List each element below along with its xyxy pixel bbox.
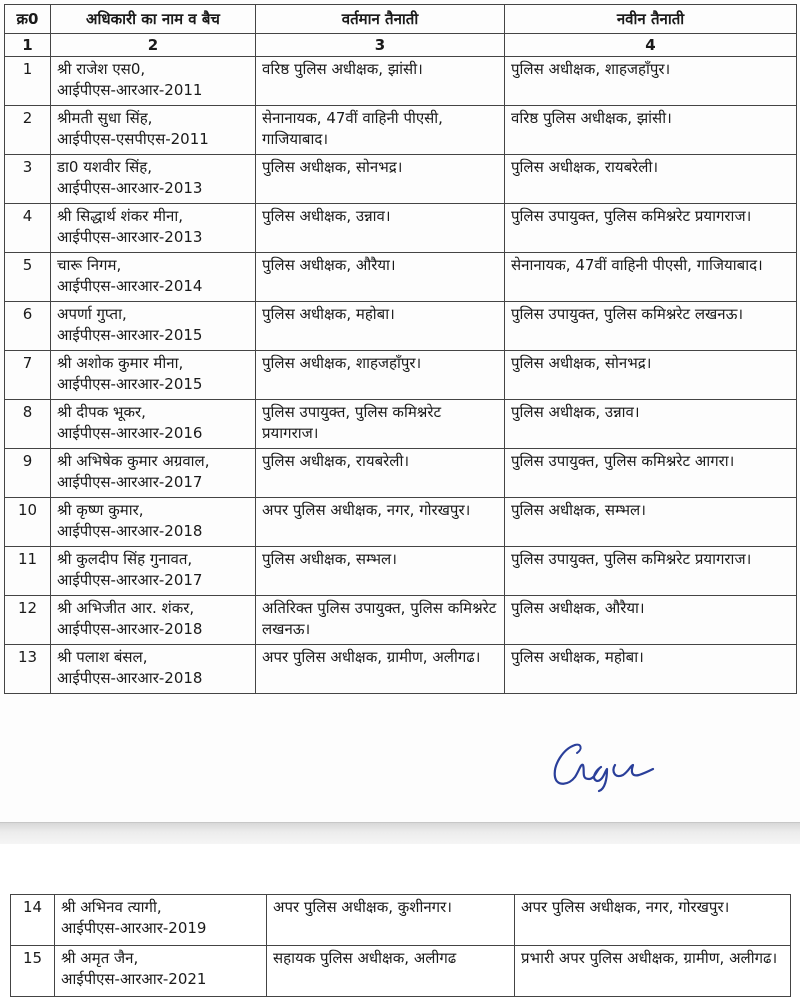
current-posting: अपर पुलिस अधीक्षक, कुशीनगर। (267, 895, 515, 946)
current-posting: पुलिस अधीक्षक, औरैया। (256, 253, 505, 302)
serial-number: 2 (5, 106, 51, 155)
current-posting: वरिष्ठ पुलिस अधीक्षक, झांसी। (256, 57, 505, 106)
table-row (5, 547, 797, 596)
table-row (5, 57, 797, 106)
officer-cell (51, 351, 256, 400)
officer-name: श्री राजेश एस0, (57, 60, 146, 78)
officer-cell (51, 596, 256, 645)
table-row (5, 498, 797, 547)
officer-name: अपर्णा गुप्ता, (57, 305, 127, 323)
officer-cell (55, 895, 267, 946)
table-row (5, 351, 797, 400)
header-new-posting: नवीन तैनाती (505, 5, 797, 34)
table-row (5, 449, 797, 498)
new-posting: पुलिस उपायुक्त, पुलिस कमिश्नरेट प्रयागराज। (505, 204, 797, 253)
serial-number: 5 (5, 253, 51, 302)
new-posting: पुलिस अधीक्षक, महोबा। (505, 645, 797, 694)
document-page-2 (0, 844, 800, 1000)
officer-cell (51, 106, 256, 155)
new-posting: पुलिस उपायुक्त, पुलिस कमिश्नरेट आगरा। (505, 449, 797, 498)
officer-batch: आईपीएस-आरआर-2015 (57, 326, 203, 344)
serial-number: 3 (5, 155, 51, 204)
header-sn: क्र0 (5, 5, 51, 34)
table-row (5, 645, 797, 694)
current-posting: पुलिस अधीक्षक, महोबा। (256, 302, 505, 351)
serial-number: 7 (5, 351, 51, 400)
serial-number: 11 (5, 547, 51, 596)
new-posting: पुलिस अधीक्षक, सोनभद्र। (505, 351, 797, 400)
current-posting: अतिरिक्त पुलिस उपायुक्त, पुलिस कमिश्नरेट लखनऊ। (256, 596, 505, 645)
page-divider (0, 822, 800, 845)
officer-batch: आईपीएस-आरआर-2016 (57, 424, 203, 442)
serial-number: 14 (11, 895, 55, 946)
officer-batch: आईपीएस-आरआर-2021 (61, 970, 207, 988)
serial-number: 8 (5, 400, 51, 449)
officer-batch: आईपीएस-आरआर-2014 (57, 277, 203, 295)
officer-cell (51, 400, 256, 449)
table-row (5, 155, 797, 204)
officer-name: श्री अभिनव त्यागी, (61, 898, 162, 916)
officer-cell (51, 204, 256, 253)
column-number: 4 (505, 34, 797, 57)
officer-batch: आईपीएस-आरआर-2017 (57, 473, 203, 491)
officer-cell (51, 155, 256, 204)
transfer-table-continued (10, 894, 791, 997)
current-posting: अपर पुलिस अधीक्षक, ग्रामीण, अलीगढ। (256, 645, 505, 694)
header-name: अधिकारी का नाम व बैच (51, 5, 256, 34)
new-posting: अपर पुलिस अधीक्षक, नगर, गोरखपुर। (515, 895, 791, 946)
officer-name: श्री अशोक कुमार मीना, (57, 354, 184, 372)
officer-name: श्री कुलदीप सिंह गुनावत, (57, 550, 193, 568)
serial-number: 13 (5, 645, 51, 694)
officer-batch: आईपीएस-आरआर-2015 (57, 375, 203, 393)
new-posting: पुलिस अधीक्षक, सम्भल। (505, 498, 797, 547)
current-posting: अपर पुलिस अधीक्षक, नगर, गोरखपुर। (256, 498, 505, 547)
new-posting: सेनानायक, 47वीं वाहिनी पीएसी, गाजियाबाद। (505, 253, 797, 302)
serial-number: 12 (5, 596, 51, 645)
officer-name: श्री अभिषेक कुमार अग्रवाल, (57, 452, 210, 470)
table-row (5, 106, 797, 155)
new-posting: पुलिस अधीक्षक, उन्नाव। (505, 400, 797, 449)
current-posting: पुलिस अधीक्षक, रायबरेली। (256, 449, 505, 498)
column-number: 3 (256, 34, 505, 57)
table-row (5, 302, 797, 351)
officer-batch: आईपीएस-आरआर-2013 (57, 228, 203, 246)
officer-name: श्रीमती सुधा सिंह, (57, 109, 153, 127)
current-posting: पुलिस अधीक्षक, शाहजहाँपुर। (256, 351, 505, 400)
officer-name: श्री कृष्ण कुमार, (57, 501, 144, 519)
officer-batch: आईपीएस-आरआर-2011 (57, 81, 203, 99)
current-posting: पुलिस अधीक्षक, सोनभद्र। (256, 155, 505, 204)
new-posting: वरिष्ठ पुलिस अधीक्षक, झांसी। (505, 106, 797, 155)
officer-cell (51, 302, 256, 351)
new-posting: प्रभारी अपर पुलिस अधीक्षक, ग्रामीण, अलीगढ। (515, 946, 791, 997)
officer-batch: आईपीएस-आरआर-2018 (57, 669, 203, 687)
signature-stroke (575, 745, 581, 753)
officer-name: डा0 यशवीर सिंह, (57, 158, 153, 176)
current-posting: पुलिस अधीक्षक, सम्भल। (256, 547, 505, 596)
table-row (11, 895, 791, 946)
current-posting: पुलिस अधीक्षक, उन्नाव। (256, 204, 505, 253)
officer-cell (51, 57, 256, 106)
officer-cell (51, 498, 256, 547)
table-row (5, 253, 797, 302)
table-row (5, 596, 797, 645)
officer-name: श्री सिद्धार्थ शंकर मीना, (57, 207, 183, 225)
officer-batch: आईपीएस-आरआर-2019 (61, 919, 207, 937)
officer-batch: आईपीएस-आरआर-2013 (57, 179, 203, 197)
officer-name: श्री पलाश बंसल, (57, 648, 148, 666)
transfer-table (4, 4, 797, 694)
officer-cell (51, 253, 256, 302)
officer-cell (51, 547, 256, 596)
new-posting: पुलिस अधीक्षक, औरैया। (505, 596, 797, 645)
officer-batch: आईपीएस-आरआर-2018 (57, 620, 203, 638)
officer-name: श्री अभिजीत आर. शंकर, (57, 599, 195, 617)
current-posting: पुलिस उपायुक्त, पुलिस कमिश्नरेट प्रयागराज। (256, 400, 505, 449)
serial-number: 6 (5, 302, 51, 351)
serial-number: 10 (5, 498, 51, 547)
table-row (5, 400, 797, 449)
officer-batch: आईपीएस-आरआर-2018 (57, 522, 203, 540)
officer-name: श्री अमृत जैन, (61, 949, 139, 967)
new-posting: पुलिस उपायुक्त, पुलिस कमिश्नरेट लखनऊ। (505, 302, 797, 351)
new-posting: पुलिस अधीक्षक, शाहजहाँपुर। (505, 57, 797, 106)
column-number: 2 (51, 34, 256, 57)
officer-cell (51, 449, 256, 498)
serial-number: 4 (5, 204, 51, 253)
officer-name: चारू निगम, (57, 256, 122, 274)
officer-batch: आईपीएस-एसपीएस-2011 (57, 130, 209, 148)
officer-name: श्री दीपक भूकर, (57, 403, 146, 421)
officer-batch: आईपीएस-आरआर-2017 (57, 571, 203, 589)
officer-cell (51, 645, 256, 694)
column-number: 1 (5, 34, 51, 57)
table-row (11, 946, 791, 997)
header-current-posting: वर्तमान तैनाती (256, 5, 505, 34)
new-posting: पुलिस उपायुक्त, पुलिस कमिश्नरेट प्रयागराज। (505, 547, 797, 596)
column-number-row (5, 34, 797, 57)
header-row (5, 5, 797, 34)
signature-stroke (555, 745, 653, 791)
serial-number: 9 (5, 449, 51, 498)
new-posting: पुलिस अधीक्षक, रायबरेली। (505, 155, 797, 204)
serial-number: 15 (11, 946, 55, 997)
current-posting: सहायक पुलिस अधीक्षक, अलीगढ (267, 946, 515, 997)
current-posting: सेनानायक, 47वीं वाहिनी पीएसी, गाजियाबाद। (256, 106, 505, 155)
table-row (5, 204, 797, 253)
officer-cell (55, 946, 267, 997)
serial-number: 1 (5, 57, 51, 106)
signature-image (545, 735, 695, 795)
